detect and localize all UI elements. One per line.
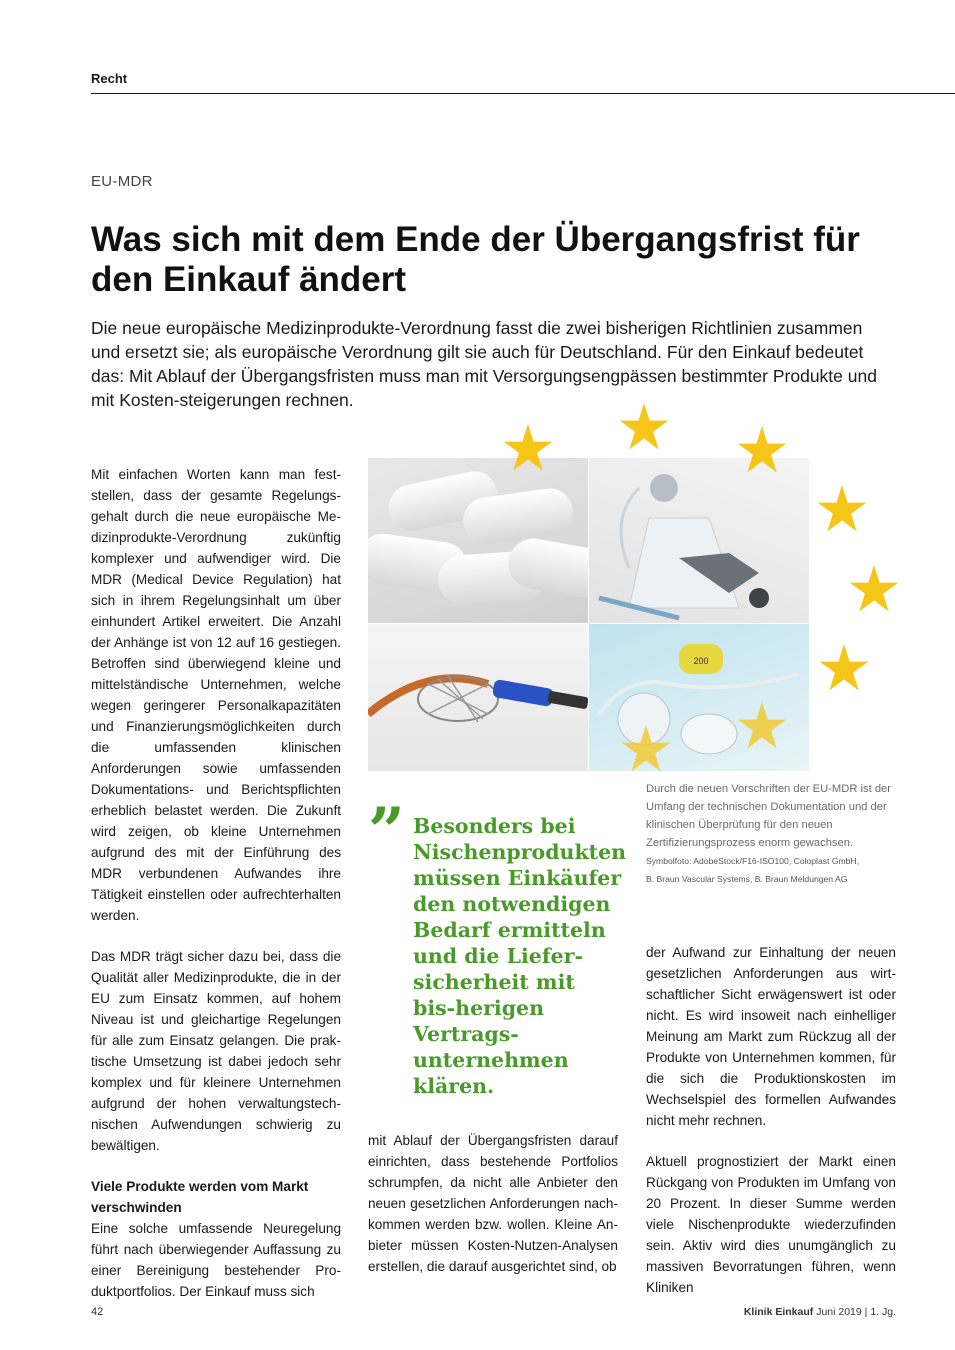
article-title: Was sich mit dem Ende der Übergangsfrist für den Einkauf ändert [91,220,860,299]
photo-credit: Symbolfoto: AdobeStock/F16-ISO100, Coloplast GmbH, [646,856,860,866]
paragraph: Mit einfachen Worten kann man fest-stellen, dass der gesamte Regelungs-gehalt durch die neue europäische Me-dizinprodukte-Verordnung zukünftig komplexer und aufwendiger wird. Die MDR (Medical Device Regulation) hat sich in ihrem Regelungsinhalt um über einhundert Artikel erweitert. Die Anzahl der Anhänge ist von 12 auf 16 gestiegen. Betroffen sind überwiegend kleine und mittelständische Unternehmen, welche wegen geringerer Personalkapazitäten und Finanzierungsmöglichkeiten durch die umfassenden klinischen Anforderungen sowie umfassenden Dokumentations- und Berichtspflichten erheblich belastet werden. Die Zukunft wird zeigen, ob kleine Unternehmen aufgrund des mit der Einführung des MDR verbundenen Aufwandes ihre Tätigkeit einstellen oder aufrechterhalten werden. [91,467,341,923]
section-label: Recht [91,71,128,86]
image-caption [646,780,896,888]
volume: 1. Jg. [870,1306,896,1318]
subheading: Viele Produkte werden vom Markt verschwinden [91,1179,309,1215]
star-icon [494,424,562,472]
column-1 [91,464,341,1302]
star-icon [728,702,796,750]
star-icon [808,485,876,533]
magazine-name: Klinik Einkauf [743,1306,814,1318]
article-lead: Die neue europäische Medizinprodukte-Verordnung fasst die zwei bisherigen Richtlinien zusammen und ersetzt sie; als europäische Verordnung gilt sie auch für Deutschland. Für den Einkauf bedeutet das: Mit Ablauf der Übergangsfristen muss man mit Versorgungsengpässen bestimmter Produkte und mit Kosten-steigerungen rechnen. [91,318,877,410]
page-number: 42 [91,1306,104,1318]
pump-label: 200 [693,656,709,666]
paragraph: Aktuell prognostiziert der Markt einen Rückgang von Produkten im Umfang von 20 Prozent. In dieser Summe werden viele Nischenprodukte wiederzufinden sein. Aktiv wird dies unumgänglich zu massiven Bevorratungen führen, wenn Kliniken [646,1154,896,1295]
caption-text: Durch die neuen Vorschriften der EU-MDR ist der Umfang der technischen Dokumentation und der klinischen Überprüfung für den neuen Zertifizierungsprozess enorm gewachsen. [646,783,891,849]
paragraph: Das MDR trägt sicher dazu bei, dass die Qualität aller Medizinprodukte, die in der EU zum Einsatz kommen, auf hohem Niveau ist und gleichartige Regelungen für alle zum Einsatz gelangen. Die prak-tische Umsetzung ist dabei jedoch sehr komplex und für kleinere Unternehmen aufgrund der hohen verwaltungstech-nischen Aufwendungen schwierig zu bewältigen. [91,949,341,1153]
quote-mark-icon: ” [368,794,405,869]
pull-quote: Besonders bei Nischenprodukten müssen Einkäufer den notwendigen Bedarf ermitteln und die Liefer-sicherheit mit bis-herigen Vertrags-unternehmen klären. [413,814,627,1098]
paragraph: der Aufwand zur Einhaltung der neuen gesetzlichen Anforderungen aus wirt-schaftlicher Sicht erwägenswert ist oder nicht. Es wird insoweit nach einhelliger Meinung am Markt zum Rückzug all der Produkte von Unternehmen kommen, für die sich die Produktionskosten im Wechselspiel des formellen Aufwandes nicht mehr rechnen. [646,945,896,1128]
issue-date: Juni 2019 [816,1306,862,1318]
paragraph: mit Ablauf der Übergangsfristen darauf einrichten, dass bestehende Portfolios schrumpfen, da nicht alle Anbieter den neuen gesetzlichen Anforderungen nach-kommen werden bzw. wollen. Kleine An-bieter müssen Kosten-Nutzen-Analysen erstellen, die darauf ausgerichtet sind, ob [368,1133,618,1274]
stent-catheter-photo [368,624,588,771]
footer-separator: | [864,1306,868,1318]
star-icon [840,565,908,613]
column-2 [368,1130,618,1277]
column-3 [646,942,896,1298]
star-icon [612,725,680,773]
footer-info [646,1306,896,1318]
star-icon [810,644,878,692]
capsules-photo [368,458,588,623]
star-icon [610,403,678,451]
header-rule [91,93,955,94]
photo-credit: B. Braun Vascular Systems, B. Braun Meldungen AG [646,874,848,884]
article-kicker: EU-MDR [91,173,153,190]
drainage-device-photo [589,458,809,623]
paragraph: Eine solche umfassende Neuregelung führt nach überwiegender Auffassung zu einer Bereinigung bestehender Pro-duktportfolios. Der Einkauf muss sich [91,1221,341,1299]
star-icon [728,426,796,474]
